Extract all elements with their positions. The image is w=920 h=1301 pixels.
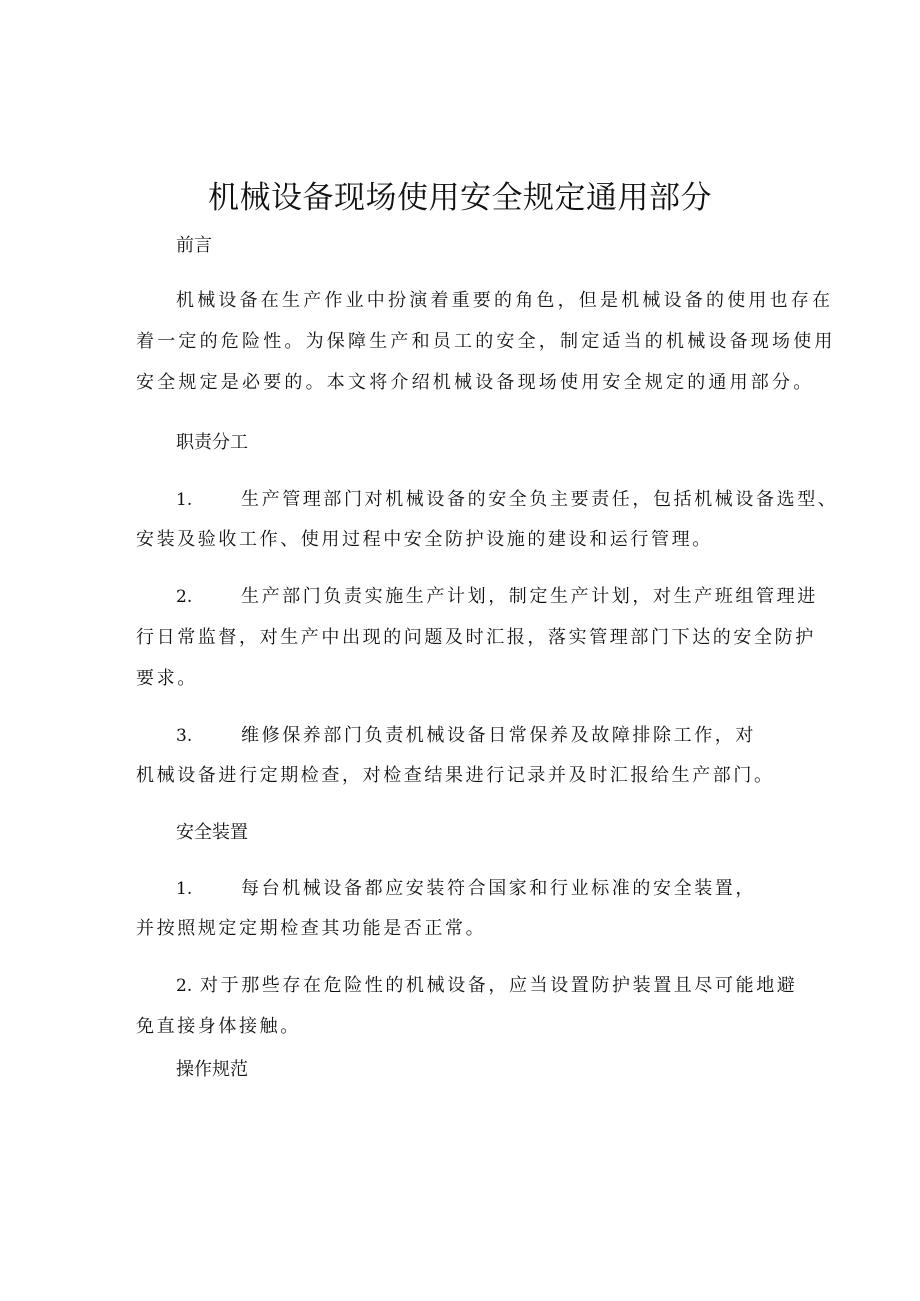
list-item-line: 机械设备进行定期检查，对检查结果进行记录并及时汇报给生产部门。 (136, 765, 775, 786)
list-item-line: 并按照规定定期检查其功能是否正常。 (136, 918, 487, 939)
list-item-line: 生产管理部门对机械设备的安全负主要责任，包括机械设备选型、 (241, 489, 839, 510)
section-heading-safety-devices: 安全装置 (176, 822, 248, 843)
list-item-number: 2. (176, 976, 193, 996)
list-item-number: 2. (176, 587, 193, 607)
section-heading-operation: 操作规范 (176, 1059, 248, 1080)
paragraph-line: 着一定的危险性。为保障生产和员工的安全，制定适当的机械设备现场使用 (136, 331, 836, 352)
paragraph-line: 机械设备在生产作业中扮演着重要的角色，但是机械设备的使用也存在 (176, 290, 834, 311)
paragraph-line: 安全规定是必要的。本文将介绍机械设备现场使用安全规定的通用部分。 (136, 372, 815, 393)
document-title: 机械设备现场使用安全规定通用部分 (208, 180, 712, 216)
list-item-line: 生产部门负责实施生产计划，制定生产计划，对生产班组管理进 (241, 586, 818, 607)
section-heading-duties: 职责分工 (176, 432, 248, 453)
list-item-line: 免直接身体接触。 (136, 1016, 301, 1037)
list-item-number: 3. (176, 726, 193, 746)
list-item-line: 安装及验收工作、使用过程中安全防护设施的建设和运行管理。 (136, 529, 713, 550)
list-item-line: 维修保养部门负责机械设备日常保养及故障排除工作，对 (241, 725, 756, 746)
list-item-line: 行日常监督，对生产中出现的问题及时汇报，落实管理部门下达的安全防护 (136, 627, 816, 648)
list-item-number: 1. (176, 879, 193, 899)
list-item-line: 要求。 (136, 668, 198, 689)
list-item-line: 每台机械设备都应安装符合国家和行业标准的安全装置， (241, 878, 756, 899)
section-heading-preface: 前言 (176, 235, 212, 256)
list-item-line: 对于那些存在危险性的机械设备，应当设置防护装置且尽可能地避 (200, 975, 798, 996)
list-item-number: 1. (176, 490, 193, 510)
